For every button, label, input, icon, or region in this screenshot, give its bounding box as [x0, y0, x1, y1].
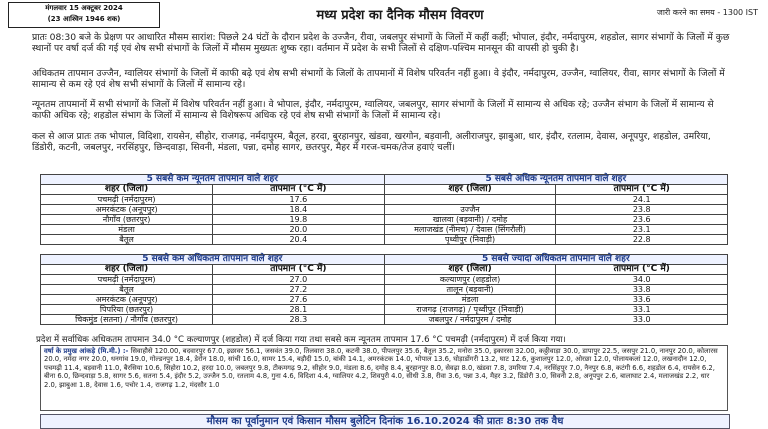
rainfall-label: वर्षा के प्रमुख आंकड़े (मि.मी.) :-	[44, 347, 129, 355]
temp-cell: 27.6	[213, 295, 385, 305]
table-row	[41, 275, 728, 285]
page-title: मध्य प्रदेश का दैनिक मौसम विवरण	[316, 8, 484, 23]
table-row	[41, 315, 728, 325]
thunder-paragraph: कल से आज प्रातः तक भोपाल, विदिशा, रायसेन, सीहोर, राजगढ़, नर्मदापुरम, बैतूल, हरदा, बुरहानपुर, खंडवा, खरगोन, बड़वानी, अलीराजपुर, झाबुआ, धार, इंदौर, रतलाम, देवास, अनूपपुर, शहडोल, उमरिया, डिंडोरी, कटनी, जबलपुर, नरसिंहपुर, छिन्दवाड़ा, सिवनी, मंडला, पन्ना, दमोह सागर, छतरपुर, मैहर में गरज-चमक/तेज हवाएं चलीं।	[32, 131, 711, 154]
lowest-min-title: 5 सबसे कम न्यूनतम तापमान वाले शहर	[41, 175, 385, 185]
temp-cell: 22.8	[556, 235, 728, 245]
highest-max-title: 5 सबसे ज्यादा अधिकतम तापमान वाले शहर	[384, 255, 727, 265]
city-cell: मंडला	[41, 225, 213, 235]
max-temp-table	[40, 254, 728, 325]
temp-cell: 18.4	[213, 205, 385, 215]
col-city: शहर (जिला)	[384, 185, 556, 195]
temp-cell: 27.0	[213, 275, 385, 285]
temp-cell: 20.0	[213, 225, 385, 235]
temp-cell: 23.6	[556, 215, 728, 225]
rainfall-values: सिवाहौसे 120.00, बदवारपुर 67.0, इछावर 56.1, जसवंत 39.0, तिलवारा 38.0, कटनी 38.0, पीपलपुर 35.6, बैतूल 35.2, मनोरा 35.0, इकारसा 32.00, कठ्ठीवाड़ा 30.0, डापापुर 22.5, जसपुर 21.0, नानपुर 20.0, कोलारस 20.0, नर्मदा नगर 20.0, धनगांव 19.0, गोल्डनपुर 18.4, डेरोन 18.0, सांची 16.0, सामर 15.4, बड़ौदी 15.0, बांकी 14.1, अमरकंटक 14.0, भोपाल 13.6, घोड़ाडोंगरी 13.2, घाट 12.6, कुशालपुर 12.0, ओरछा 12.0, पोलायकलां 12.0, लखनादौन 12.0, पचमढ़ी 11.4, बड़वानी 11.0, बैरसिया 10.6, सिहोरा 10.2, हरदा 10.0, जबलपुर 9.8, टीकमगढ़ 9.2, सीहोर 9.0, मंडला 8.6, दमोह 8.4, बुरहानपुर 8.0, सेवढ़ा 8.0, खंडवा 7.8, उमरिया 7.4, नरसिंहपुर 7.0, नैनपुर 6.8, कटंगी 6.6, शहडोल 6.4, रायसेन 6.2, बीना 6.0, छिन्दवाड़ा 5.8, सागर 5.6, सतना 5.4, इंदौर 5.2, उज्जैन 5.0, रतलाम 4.8, गुना 4.6, विदिशा 4.4, ग्वालियर 4.2, शिवपुरी 4.0, सीधी 3.8, रीवा 3.6, पन्ना 3.4, मैहर 3.2, डिंडोरी 3.0, सिवनी 2.8, अनूपपुर 2.6, बालाघाट 2.4, मलाजखंड 2.2, धार 2.0, झाबुआ 1.8, देवास 1.6, पचोर 1.4, राजगढ़ 1.2, मंदसौर 1.0	[44, 347, 718, 389]
min-temp-paragraph: न्यूनतम तापमानों में सभी संभागों के जिलों में विशेष परिवर्तन नहीं हुआ। वे भोपाल, इंदौर, नर्मदापुरम, ग्वालियर, जबलपुर, सागर संभागों के जिलों में सामान्य से अधिक रहे; उज्जैन संभाग के जिलों में सामान्य से काफी अधिक रहे; शहडोल संभाग के जिलों में सामान्य से विशेषरूप अधिक रहे एवं शेष सभी संभागों के जिलों में सामान्य रहे।	[32, 99, 714, 122]
table-row	[41, 285, 728, 295]
highest-min-title: 5 सबसे अधिक न्यूनतम तापमान वाले शहर	[384, 175, 727, 185]
table-row	[41, 295, 728, 305]
city-cell: कल्याणपुर (शहडोल)	[384, 275, 556, 285]
min-temp-tables	[40, 174, 728, 245]
temp-cell: 20.4	[213, 235, 385, 245]
city-cell: बैतूल	[41, 235, 213, 245]
city-cell: तालून (बड़वानी)	[384, 285, 556, 295]
city-cell: अमरकंटक (अनूपपुर)	[41, 205, 213, 215]
city-cell: नौगाँव (छतरपुर)	[41, 215, 213, 225]
extreme-temp-line: प्रदेश में सर्वाधिक अधिकतम तापमान 34.0 °C कल्याणपुर (शहडोल) में दर्ज किया गया तथा सबसे कम न्यूनतम तापमान 17.6 °C पचमढ़ी (नर्मदापुरम) में दर्ज किया गया।	[36, 335, 566, 345]
header	[0, 0, 768, 32]
date-box	[8, 2, 160, 28]
city-cell: मलाजखंड (नीमच) / देवास (सिंगरौली)	[384, 225, 556, 235]
temp-cell: 33.6	[556, 295, 728, 305]
min-temp-table	[40, 174, 728, 245]
lowest-max-title: 5 सबसे कम अधिकतम तापमान वाले शहर	[41, 255, 385, 265]
city-cell: चिकमुंड (सतना) / नौगाँव (छतरपुर)	[41, 315, 213, 325]
city-cell: जबलपुर / नर्मदापुरम / दमोह	[384, 315, 556, 325]
city-cell: मंडला	[384, 295, 556, 305]
city-cell: बैतूल	[41, 285, 213, 295]
col-city: शहर (जिला)	[41, 265, 213, 275]
col-temp: तापमान (°C में)	[556, 265, 728, 275]
city-cell: पिपरिया (छतरपुर)	[41, 305, 213, 315]
temp-cell: 19.8	[213, 215, 385, 225]
max-temp-tables	[40, 254, 728, 325]
city-cell: पचमढ़ी (नर्मदापुरम)	[41, 195, 213, 205]
city-cell: अमरकंटक (अनूपपुर)	[41, 295, 213, 305]
temp-cell: 23.1	[556, 225, 728, 235]
col-temp: तापमान (°C में)	[213, 265, 385, 275]
temp-cell: 23.8	[556, 205, 728, 215]
table-row	[41, 225, 728, 235]
max-temp-paragraph: अधिकतम तापमान उज्जैन, ग्वालियर संभागों के जिलों में काफी बढ़े एवं शेष सभी संभागों के जिलों के तापमानों में विशेष परिवर्तन नहीं हुआ। वे इंदौर, नर्मदापुरम, उज्जैन, ग्वालियर, रीवा, सागर संभागों के जिलों में सामान्य से कम रहे एवं शेष सभी संभागों के जिलों में सामान्य रहे।	[32, 68, 725, 91]
date-line-2: (23 आश्विन 1946 शक)	[47, 15, 121, 23]
temp-cell: 33.8	[556, 285, 728, 295]
temp-cell: 17.6	[213, 195, 385, 205]
table-row	[41, 305, 728, 315]
table-row	[41, 195, 728, 205]
summary-paragraph: प्रातः 08:30 बजे के प्रेक्षण पर आधारित मौसम सारांश: पिछले 24 घंटों के दौरान प्रदेश के उज्जैन, रीवा, जबलपुर संभागों के जिलों में कहीं कहीं; भोपाल, इंदौर, नर्मदापुरम, शहडोल, सागर संभागों के जिलों में कुछ स्थानों पर वर्षा दर्ज की गई एवं शेष सभी संभागों के जिलों में मौसम मुख्यतः शुष्क रहा। वर्तमान में प्रदेश के सभी जिलों से दक्षिण-पश्चिम मानसून की वापसी हो चुकी है।	[32, 32, 730, 55]
col-city: शहर (जिला)	[41, 185, 213, 195]
city-cell	[384, 195, 556, 205]
date-line-1: मंगलवार 15 अक्टूबर 2024	[45, 4, 123, 12]
table-row	[41, 205, 728, 215]
city-cell: पृथ्वीपुर (निवाड़ी)	[384, 235, 556, 245]
temp-cell: 24.1	[556, 195, 728, 205]
city-cell: उज्जैन	[384, 205, 556, 215]
table-row	[41, 215, 728, 225]
city-cell: पचमढ़ी (नर्मदापुरम)	[41, 275, 213, 285]
issue-time: जारी करने का समय - 1300 IST	[656, 8, 758, 17]
rainfall-box	[40, 345, 728, 411]
temp-cell: 28.3	[213, 315, 385, 325]
temp-cell: 34.0	[556, 275, 728, 285]
temp-cell: 33.1	[556, 305, 728, 315]
bulletin-footer: मौसम का पूर्वानुमान एवं किसान मौसम बुलेटिन दिनांक 16.10.2024 की प्रातः 8:30 तक वैध	[40, 414, 730, 429]
col-city: शहर (जिला)	[384, 265, 556, 275]
table-row	[41, 235, 728, 245]
temp-cell: 27.2	[213, 285, 385, 295]
temp-cell: 33.0	[556, 315, 728, 325]
temp-cell: 28.1	[213, 305, 385, 315]
col-temp: तापमान (°C में)	[556, 185, 728, 195]
city-cell: खालवा (बड़वानी) / दमोह	[384, 215, 556, 225]
col-temp: तापमान (°C में)	[213, 185, 385, 195]
city-cell: राजगढ़ (राजगढ़) / पृथ्वीपुर (निवाड़ी)	[384, 305, 556, 315]
